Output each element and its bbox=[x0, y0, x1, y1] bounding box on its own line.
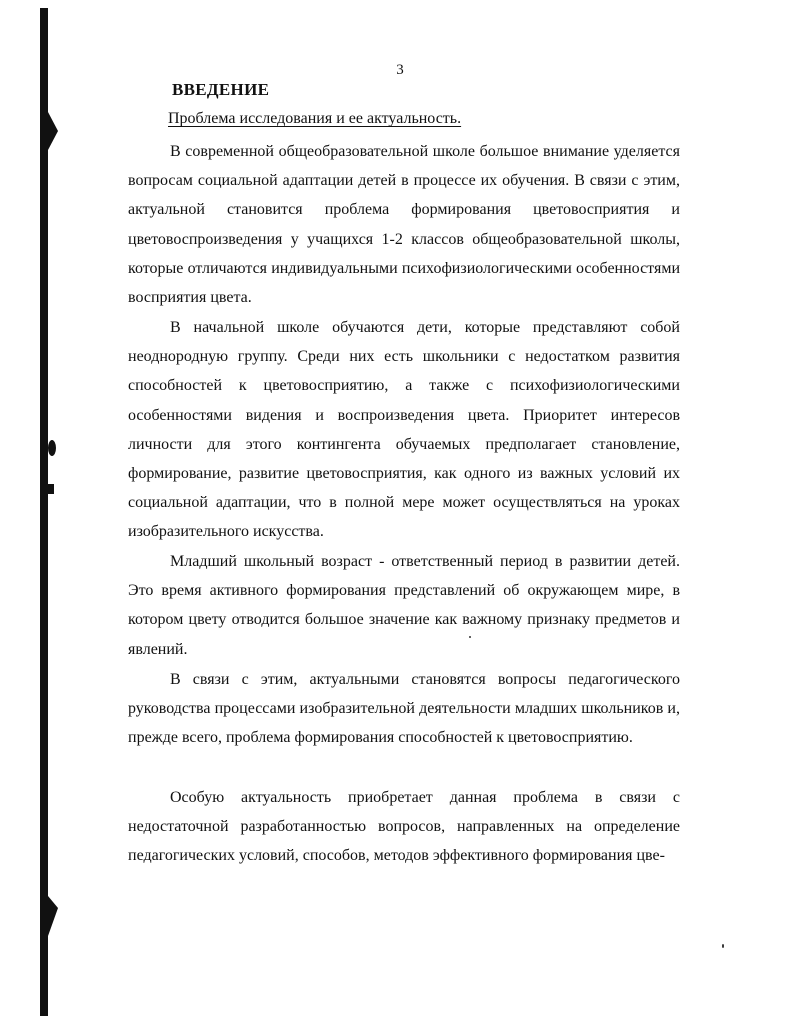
paragraph: В начальной школе обучаются дети, которые представляют собой неоднородную группу. Среди них есть школьники с недостатком развития способностей к цветовосприятию, а также с психофизиологическими особенностями видения и воспроизведения цвета. Приоритет интересов личности для этого контингента обучаемых предполагает становление, формирование, развитие цветовосприятия, как одного из важных условий их социальной адаптации, что в полной мере может осуществляться на уроках изобразительного искусства. bbox=[128, 319, 680, 541]
scan-artifact bbox=[48, 112, 58, 150]
section-subheading: Проблема исследования и ее актуальность. bbox=[168, 110, 462, 127]
page-number: 3 bbox=[396, 62, 404, 78]
paragraph: В современной общеобразовательной школе большое внимание уделяется вопросам социальной адаптации детей в процессе их обучения. В связи с этим, актуальной становится проблема формирования цветовосприятия и цветовоспроизведения у учащихся 1-2 классов общеобразовательной школы, которые отличаются индивидуальными психофизиологическими особенностями восприятия цвета. bbox=[128, 143, 680, 307]
scan-artifact bbox=[48, 440, 56, 456]
section-heading: ВВЕДЕНИЕ bbox=[172, 80, 270, 99]
paragraph: Особую актуальность приобретает данная проблема в связи с недостаточной разработанностью вопросов, направленных на определение педагогических условий, способов, методов эффективного формирования цве- bbox=[128, 789, 680, 865]
scan-artifact bbox=[48, 484, 54, 494]
paragraph: Младший школьный возраст - ответственный период в развитии детей. Это время активного формирования представлений об окружающем мире, в котором цвету отводится большое значение как важному признаку предметов и явлений. bbox=[128, 553, 680, 658]
scan-speck bbox=[722, 944, 724, 948]
scan-binding-edge bbox=[40, 8, 48, 1016]
paragraph: В связи с этим, актуальными становятся вопросы педагогического руководства процессами изобразительной деятельности младших школьников и, прежде всего, проблема формирования способностей к цветовосприятию. bbox=[128, 671, 680, 747]
scan-artifact bbox=[48, 896, 58, 936]
